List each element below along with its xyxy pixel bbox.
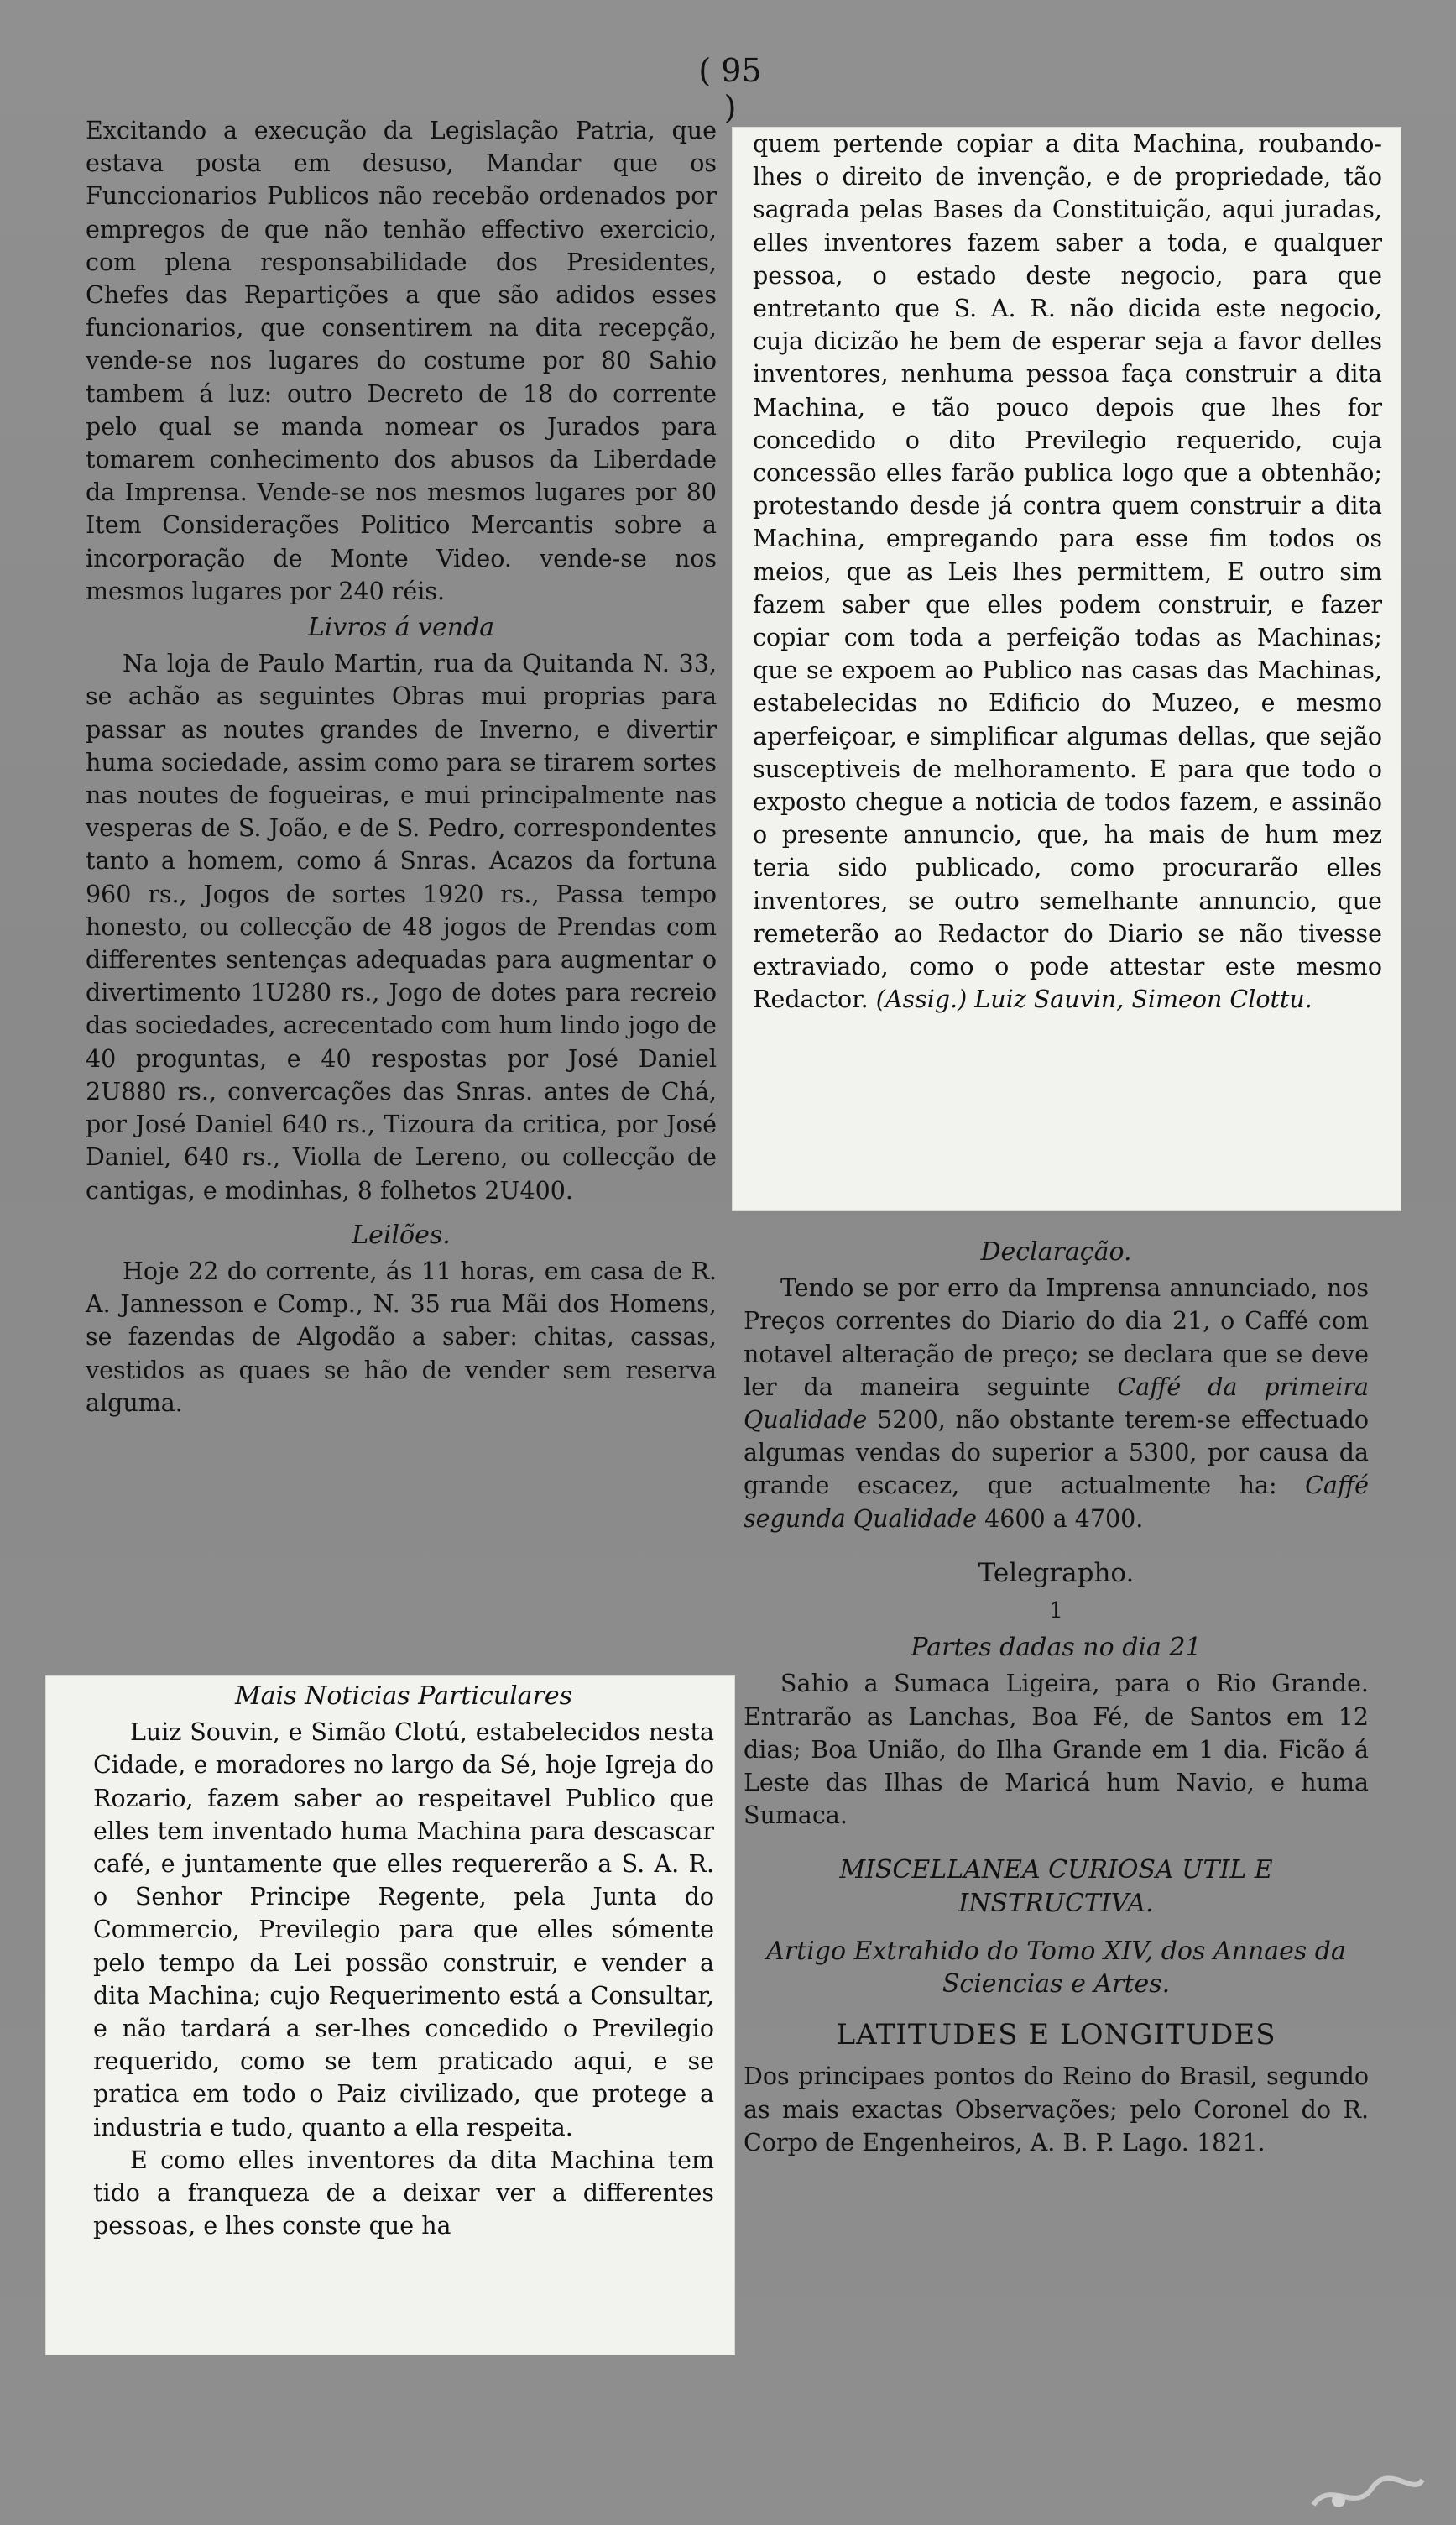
partes-paragraph: Sahio a Sumaca Ligeira, para o Rio Grande. Entrarão as Lanchas, Boa Fé, de Santos em 12 dias; Boa União, do Ilha Grande em 1 dia. Ficão á Leste das Ilhas de Maricá hum Navio, e huma Sumaca. [744, 1670, 1369, 1830]
page-number: ( 95 ) [698, 52, 762, 126]
machine-privilege-paragraph [753, 128, 1382, 1016]
telegrapho-number: 1 [1049, 1598, 1063, 1624]
decree-notice-paragraph: Excitando a execução da Legislação Patria, que estava posta em desuso, Mandar que os Funccionarios Publicos não recebão ordenados por empregos de que não tenhão effectivo exercicio, com plena responsabilidade dos Presidentes, Chefes das Repartições a que são adidos esses funcionarios, que consentirem na dita recepção, vende-se nos lugares do costume por 80 Sahio tambem á luz: outro Decreto de 18 do corrente pelo qual se manda nomear os Jurados para tomarem conhecimento dos abusos da Liberdade da Imprensa. Vende-se nos mesmos lugares por 80 Item Considerações Politico Mercantis sobre a incorporação de Monte Video. vende-se nos mesmos lugares por 240 réis. [86, 117, 717, 605]
invention-paragraph: Luiz Souvin, e Simão Clotú, estabelecidos nesta Cidade, e moradores no largo da Sé, hoje Igreja do Rozario, fazem saber ao respeitavel Publico que elles tem inventado huma Machina para descascar café, e juntamente que elles requererão a S. A. R. o Senhor Principe Regente, pela Junta do Commercio, Previlegio para que elles sómente pelo tempo da Lei possão construir, e vender a dita Machina; cujo Requerimento está a Consultar, e não tardará a ser-lhes concedido o Previlegio requerido, como se tem praticado aqui, e se pratica em todo o Paiz civilizado, que protege a industria e tudo, quanto a ella respeita. [93, 1718, 714, 2141]
machine-privilege-text: quem pertende copiar a dita Machina, roubando-lhes o direito de invenção, e de propriedade, tão sagrada pelas Bases da Constituição, aqui juradas, elles inventores fazem saber a toda, e qualquer pessoa, o estado deste negocio, para que entretanto que S. A. R. não dicida este negocio, cuja dicizão he bem de esperar seja a favor delles inventores, nenhuma pessoa faça construir a dita Machina, e tão pouco depois que lhes for concedido o dito Previlegio requerido, cuja concessão elles farão publica logo que a obtenhão; protestando desde já contra quem construir a dita Machina, empregando para esse fim todos os meios, que as Leis lhes permittem, E outro sim fazem saber que elles podem construir, e fazer copiar com toda a perfeição todas as Machinas; que se expoem ao Publico nas casas das Machinas, estabelecidas no Edificio do Muzeo, e mesmo aperfeiçoar, e simplificar algumas dellas, que sejão susceptiveis de melhoramento. E para que todo o exposto chegue a noticia de todos fazem, e assinão o presente annuncio, que, ha mais de hum mez teria sido publicado, como procurarão elles inventores, se outro semelhante annuncio, que remeterão ao Redactor do Diario se não tivesse extraviado, como o pode attestar este mesmo Redactor. [753, 130, 1382, 1014]
declaracao-italic-1: Caffé da primeira Qualidade [744, 1372, 1369, 1435]
artigo-heading: Artigo Extrahido do Tomo XIV, dos Annaes da Sciencias e Artes. [766, 1936, 1346, 2000]
clipping-left [46, 1676, 734, 2355]
declaracao-heading: Declaração. [980, 1237, 1132, 1267]
miscellanea-heading: MISCELLANEA CURIOSA UTIL E INSTRUCTIVA. [839, 1855, 1273, 1918]
auction-paragraph: Hoje 22 do corrente, ás 11 horas, em casa de R. A. Jannesson e Comp., N. 35 rua Mãi dos Homens, se fazendas de Algodão a saber: chitas, cassas, vestidos as quaes se hão de vender sem reserva alguma. [86, 1257, 717, 1417]
bookshop-paragraph: Na loja de Paulo Martin, rua da Quitanda N. 33, se achão as seguintes Obras mui proprias para passar as noutes grandes de Inverno, e divertir huma sociedade, assim como para se tirarem sortes nas noutes de fogueiras, e mui principalmente nas vesperas de S. João, e de S. Pedro, correspondentes tanto a homem, como á Snras. Acazos da fortuna 960 rs., Jogos de sortes 1920 rs., Passa tempo honesto, ou collecção de 48 jogos de Prendas com differentes sentenças adequadas para augmentar o divertimento 1U280 rs., Jogo de dotes para recreio das sociedades, acrecentado com hum lindo jogo de 40 proguntas, e 40 respostas por José Daniel 2U880 rs., convercações das Snras. antes de Chá, por José Daniel 640 rs., Tizoura da critica, por José Daniel, 640 rs., Violla de Lereno, ou collecção de cantigas, e modinhas, 8 folhetos 2U400. [86, 650, 717, 1205]
clipping-right [733, 128, 1401, 1210]
clipping-right-text [753, 128, 1382, 1016]
declaracao-italic-2: Caffé segunda Qualidade [744, 1472, 1369, 1533]
invention-continued-paragraph: E como elles inventores da dita Machina tem tido a franqueza de a deixar ver a differentes pessoas, e lhes conste que ha [93, 2146, 714, 2240]
livros-heading: Livros á venda [307, 613, 495, 643]
clipping-left-text [93, 1676, 714, 2242]
declaracao-paragraph [744, 1272, 1369, 1535]
declaracao-section [744, 1232, 1369, 2159]
left-column-upper [86, 114, 717, 1419]
latitudes-paragraph: Dos principaes pontos do Reino do Brasil, segundo as mais exactas Observações; pelo Coronel do R. Corpo de Engenheiros, A. B. P. Lago. 1821. [744, 2062, 1369, 2156]
leiloes-heading: Leilões. [352, 1220, 451, 1250]
mais-noticias-heading: Mais Noticias Particulares [234, 1681, 573, 1711]
latitudes-heading: LATITUDES E LONGITUDES [836, 2018, 1276, 2052]
signature: (Assig.) Luiz Sauvin, Simeon Clottu. [875, 985, 1312, 1014]
telegrapho-heading: Telegrapho. [978, 1557, 1135, 1588]
declaracao-text-1: Tendo se por erro da Imprensa annunciado, nos Preços correntes do Diario do dia 21, o Caffé com notavel alteração de preço; se declara que se deve ler da maneira seguinte [744, 1274, 1369, 1401]
declaracao-text-2: 5200, não obstante terem-se effectuado algumas vendas do superior a 5300, por causa da grande escacez, que actualmente ha: [744, 1406, 1369, 1500]
partes-heading: Partes dadas no dia 21 [911, 1633, 1202, 1663]
ink-smudge-decoration [1305, 2463, 1431, 2522]
declaracao-text-3: 4600 a 4700. [984, 1504, 1144, 1533]
